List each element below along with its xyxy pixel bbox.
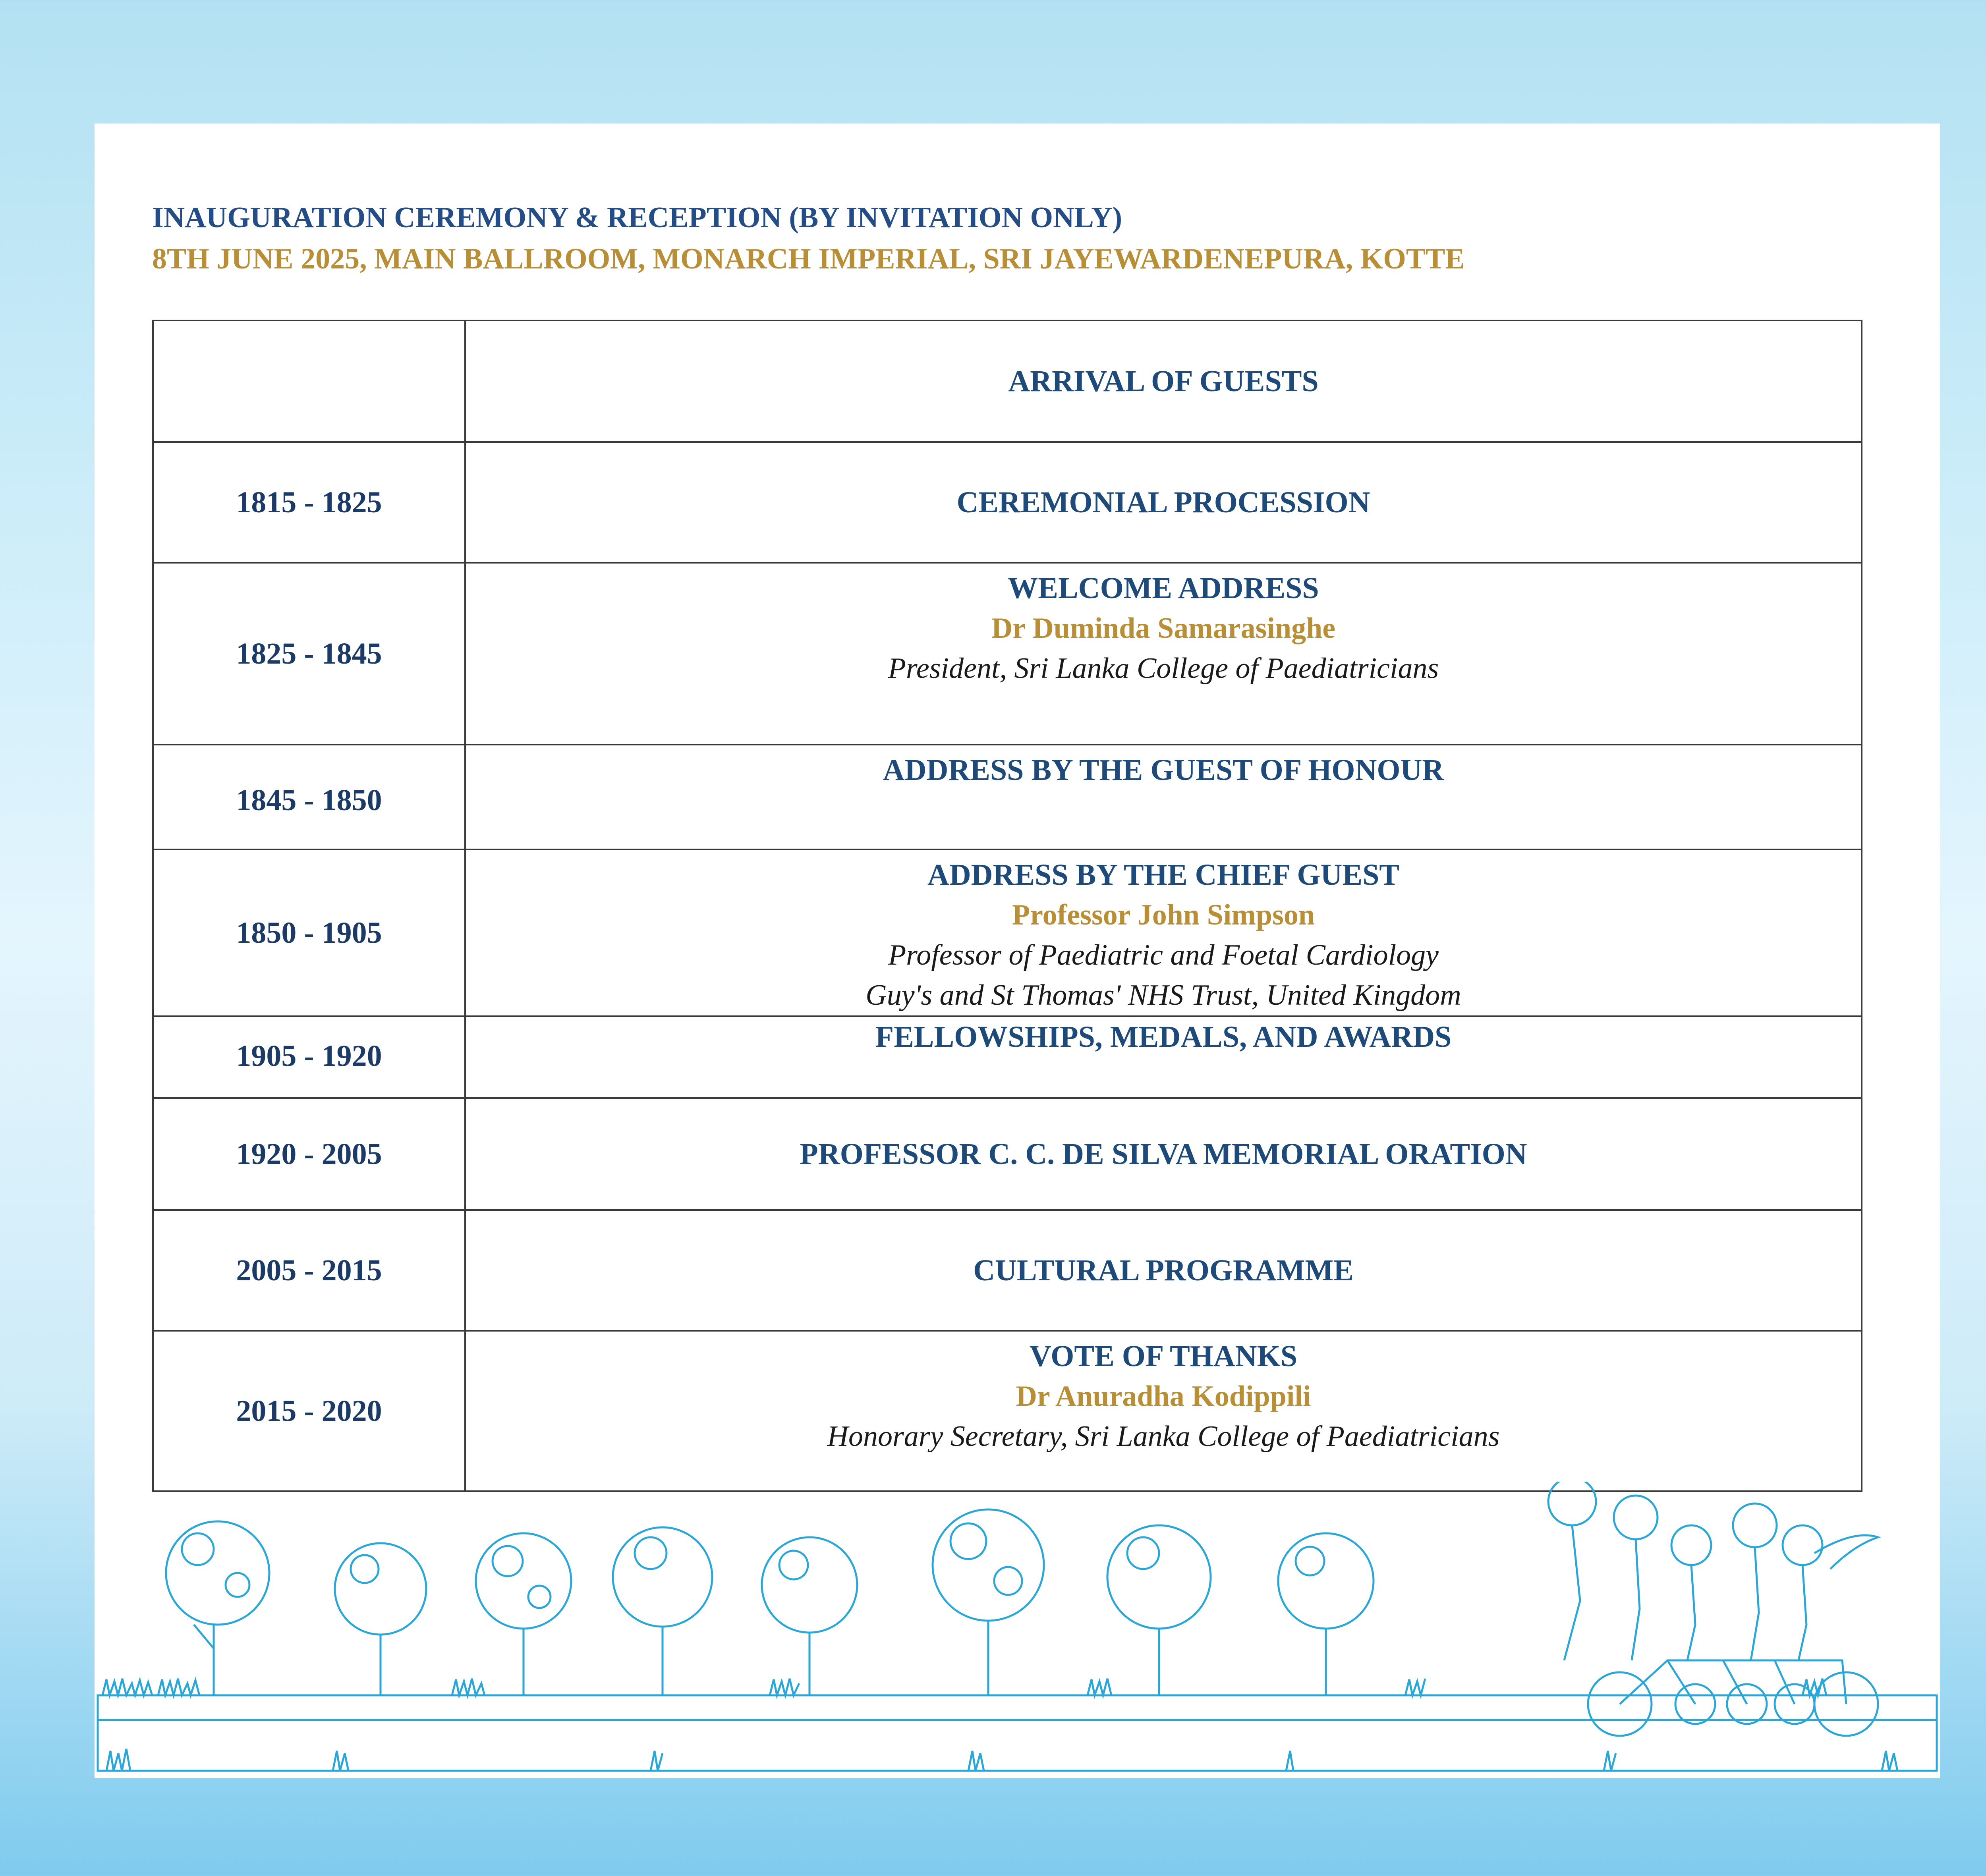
table-row xyxy=(153,1098,1862,1210)
event-title: WELCOME ADDRESS xyxy=(1008,571,1319,605)
programme-card xyxy=(95,124,1940,1778)
tree-icon xyxy=(933,1509,1044,1695)
time-cell xyxy=(153,320,465,442)
speaker-role: President, Sri Lanka College of Paediatricians xyxy=(888,652,1439,685)
table-row xyxy=(153,745,1862,849)
time-cell: 1825 - 1845 xyxy=(153,563,465,745)
time-cell: 1920 - 2005 xyxy=(153,1098,465,1210)
tree-icon xyxy=(166,1521,269,1695)
event-cell xyxy=(465,563,1862,745)
time-cell: 1905 - 1920 xyxy=(153,1016,465,1098)
ground-band xyxy=(98,1695,1937,1771)
speaker-affiliation: Guy's and St Thomas' NHS Trust, United Kingdom xyxy=(865,979,1461,1011)
time-cell: 1845 - 1850 xyxy=(153,745,465,849)
speaker-name: Dr Duminda Samarasinghe xyxy=(991,612,1336,645)
time-cell: 1815 - 1825 xyxy=(153,442,465,563)
table-row xyxy=(153,849,1862,1016)
event-cell xyxy=(465,745,1862,849)
event-title: FELLOWSHIPS, MEDALS, AND AWARDS xyxy=(875,1020,1452,1054)
children-bicycle-icon xyxy=(1548,1482,1878,1736)
speaker-name: Professor John Simpson xyxy=(1012,899,1315,931)
table-row xyxy=(153,1016,1862,1098)
event-cell xyxy=(465,849,1862,1016)
event-cell xyxy=(465,1016,1862,1098)
page-title: INAUGURATION CEREMONY & RECEPTION (BY INVITATION ONLY) xyxy=(152,201,1122,234)
decorative-illustration xyxy=(95,1482,1940,1778)
programme-table xyxy=(152,320,1862,1492)
table-row xyxy=(153,320,1862,442)
tree-icon xyxy=(1278,1533,1374,1695)
event-cell xyxy=(465,1331,1862,1491)
event-cell xyxy=(465,1210,1862,1331)
speaker-role: Honorary Secretary, Sri Lanka College of Paediatricians xyxy=(827,1420,1500,1453)
event-details: 8TH JUNE 2025, MAIN BALLROOM, MONARCH IMPERIAL, SRI JAYEWARDENEPURA, KOTTE xyxy=(152,243,1465,275)
event-title: PROFESSOR C. C. DE SILVA MEMORIAL ORATION xyxy=(800,1137,1527,1171)
event-title: CULTURAL PROGRAMME xyxy=(973,1253,1354,1287)
event-title: CEREMONIAL PROCESSION xyxy=(956,485,1370,519)
event-cell xyxy=(465,320,1862,442)
table-row xyxy=(153,1210,1862,1331)
event-title: ARRIVAL OF GUESTS xyxy=(1008,364,1319,398)
event-title: ADDRESS BY THE CHIEF GUEST xyxy=(927,858,1400,892)
table-row xyxy=(153,442,1862,563)
speaker-role: Professor of Paediatric and Foetal Cardiology xyxy=(888,939,1439,971)
table-row xyxy=(153,1331,1862,1491)
speaker-name: Dr Anuradha Kodippili xyxy=(1016,1380,1311,1413)
tree-icon xyxy=(613,1527,712,1695)
event-cell xyxy=(465,1098,1862,1210)
tree-icon xyxy=(476,1533,571,1695)
time-cell: 1850 - 1905 xyxy=(153,849,465,1016)
event-cell xyxy=(465,442,1862,563)
time-cell: 2005 - 2015 xyxy=(153,1210,465,1331)
table-row xyxy=(153,563,1862,745)
grass-decoration xyxy=(102,1679,1826,1695)
event-title: ADDRESS BY THE GUEST OF HONOUR xyxy=(883,753,1444,787)
tree-icon xyxy=(335,1543,426,1695)
time-cell: 2015 - 2020 xyxy=(153,1331,465,1491)
event-title: VOTE OF THANKS xyxy=(1029,1339,1298,1373)
tree-icon xyxy=(1107,1525,1211,1695)
tree-icon xyxy=(762,1537,857,1695)
